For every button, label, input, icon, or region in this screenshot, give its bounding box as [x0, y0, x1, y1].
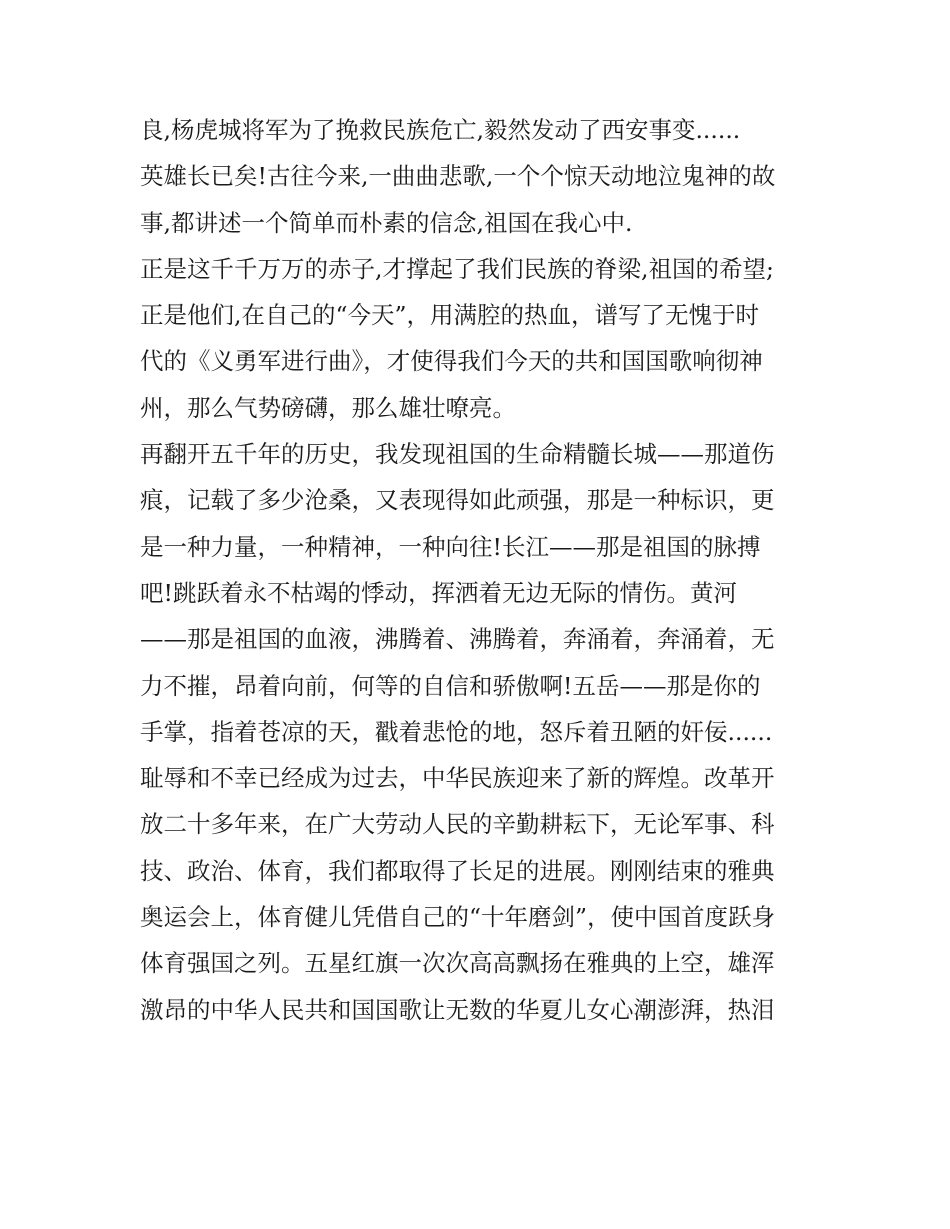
text-line: 力不摧，昂着向前，何等的自信和骄傲啊!五岳——那是你的 [140, 671, 761, 700]
text-line: 激昂的中华人民共和国国歌让无数的华夏儿女心潮澎湃，热泪 [140, 995, 775, 1024]
text-line: 正是他们,在自己的“今天”，用满腔的热血，谱写了无愧于时 [140, 301, 759, 330]
text-line: 奥运会上，体育健儿凭借自己的“十年磨剑”，使中国首度跃身 [140, 903, 776, 932]
text-line: 吧!跳跃着永不枯竭的悸动，挥洒着无边无际的情伤。黄河 [140, 578, 737, 607]
text-line: 州，那么气势磅礴，那么雄壮嘹亮。 [140, 393, 516, 422]
text-line: 良,杨虎城将军为了挽救民族危亡,毅然发动了西安事变...... [140, 116, 741, 144]
text-line: 是一种力量，一种精神，一种向往!长江——那是祖国的脉搏 [140, 532, 761, 561]
text-line: 代的《义勇军进行曲》，才使得我们今天的共和国国歌响彻神 [140, 347, 763, 376]
text-line: 正是这千千万万的赤子,才撑起了我们民族的脊梁,祖国的希望; [140, 254, 774, 283]
text-line: 再翻开五千年的历史，我发现祖国的生命精髓长城——那道伤 [140, 440, 775, 469]
text-line: 技、政治、体育，我们都取得了长足的进展。刚刚结束的雅典 [140, 856, 775, 885]
text-line: 体育强国之列。五星红旗一次次高高飘扬在雅典的上空，雄浑 [140, 949, 775, 978]
document-text-body [140, 107, 820, 1033]
text-line: ——那是祖国的血液，沸腾着、沸腾着，奔涌着，奔涌着，无 [140, 625, 775, 654]
text-line: 事,都讲述一个简单而朴素的信念,祖国在我心中. [140, 208, 633, 237]
text-line: 手掌，指着苍凉的天，戳着悲怆的地，怒斥着丑陋的奸佞...... [140, 717, 773, 746]
text-line: 放二十多年来，在广大劳动人民的辛勤耕耘下，无论军事、科 [140, 810, 775, 839]
text-line: 耻辱和不幸已经成为过去，中华民族迎来了新的辉煌。改革开 [140, 764, 775, 793]
text-line: 痕，记载了多少沧桑，又表现得如此顽强，那是一种标识，更 [140, 486, 775, 515]
text-line: 英雄长已矣!古往今来,一曲曲悲歌,一个个惊天动地泣鬼神的故 [140, 162, 776, 191]
